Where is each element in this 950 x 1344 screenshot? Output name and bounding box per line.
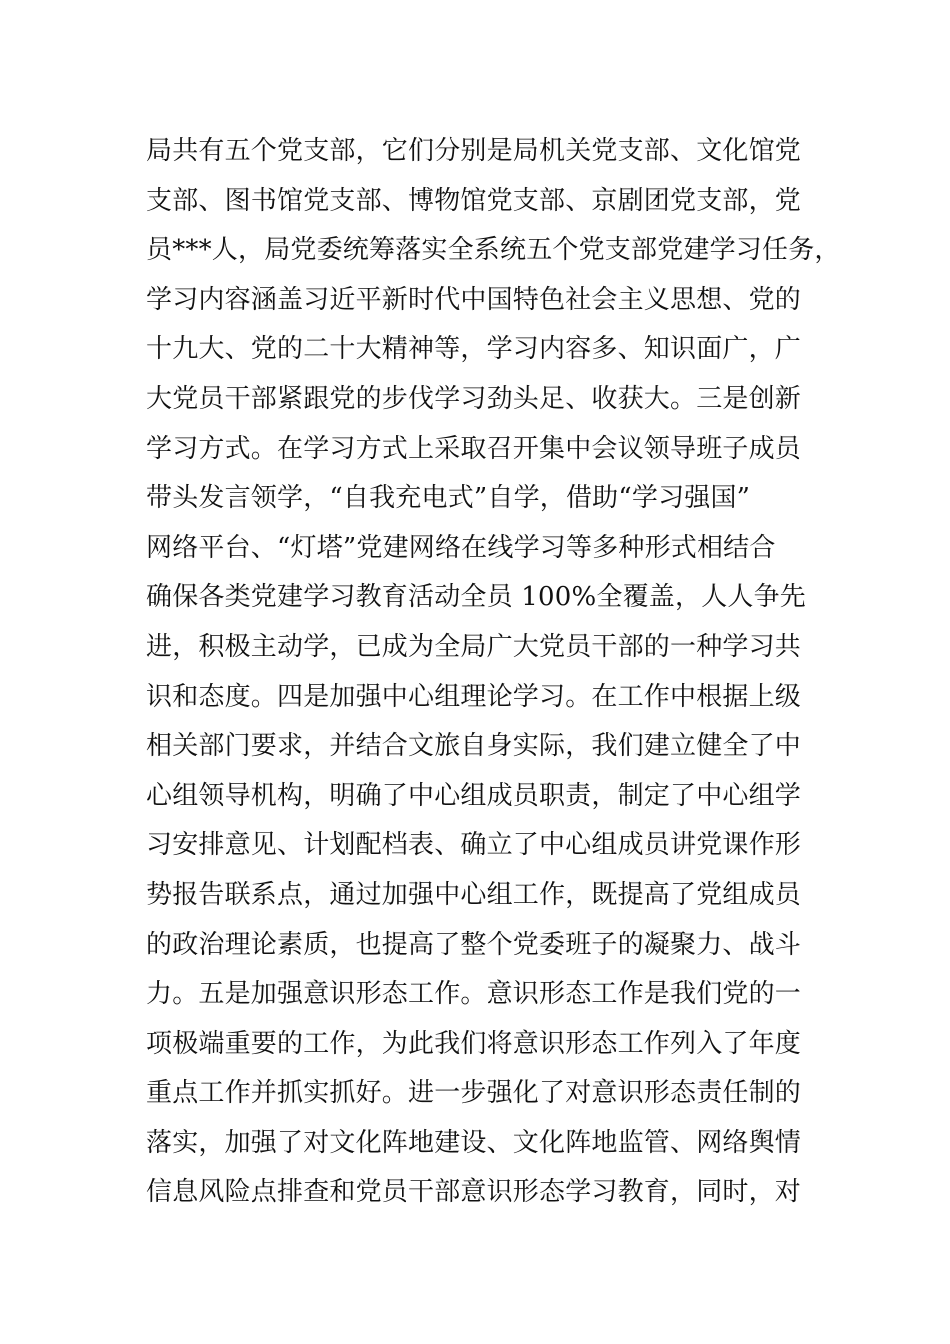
text-line: 信息风险点排查和党员干部意识形态学习教育，同时，对 [146, 1177, 802, 1208]
text-line: 习安排意见、计划配档表、确立了中心组成员讲党课作形 [146, 830, 802, 861]
text-line: 员***人，局党委统筹落实全系统五个党支部党建学习任务， [146, 235, 841, 266]
text-line: 心组领导机构，明确了中心组成员职责，制定了中心组学 [146, 780, 802, 811]
text-line: 项极端重要的工作，为此我们将意识形态工作列入了年度 [146, 1028, 802, 1059]
text-line: 学习方式。在学习方式上采取召开集中会议领导班子成员 [146, 433, 802, 464]
text-line: 带头发言领学，“自我充电式”自学，借助“学习强国” [146, 483, 751, 514]
body-text [146, 127, 841, 1218]
text-line: 网络平台、“灯塔”党建网络在线学习等多种形式相结合 [146, 532, 776, 563]
text-line: 局共有五个党支部，它们分别是局机关党支部、文化馆党 [146, 136, 802, 166]
text-line: 学习内容涵盖习近平新时代中国特色社会主义思想、党的 [146, 284, 802, 315]
text-line: 势报告联系点，通过加强中心组工作，既提高了党组成员 [146, 879, 802, 910]
text-line: 进，积极主动学，已成为全局广大党员干部的一种学习共 [146, 631, 802, 662]
text-line: 十九大、党的二十大精神等，学习内容多、知识面广，广 [146, 334, 802, 365]
text-line: 的政治理论素质，也提高了整个党委班子的凝聚力、战斗 [146, 929, 802, 960]
text-line: 力。五是加强意识形态工作。意识形态工作是我们党的一 [146, 979, 802, 1010]
text-line: 识和态度。四是加强中心组理论学习。在工作中根据上级 [146, 681, 802, 712]
text-line: 确保各类党建学习教育活动全员 100%全覆盖，人人争先 [146, 582, 806, 613]
text-line: 大党员干部紧跟党的步伐学习劲头足、收获大。三是创新 [146, 383, 802, 414]
text-line: 重点工作并抓实抓好。进一步强化了对意识形态责任制的 [146, 1078, 802, 1109]
text-line: 落实，加强了对文化阵地建设、文化阵地监管、网络舆情 [146, 1127, 802, 1158]
text-line: 相关部门要求，并结合文旅自身实际，我们建立健全了中 [146, 731, 802, 762]
text-line: 支部、图书馆党支部、博物馆党支部、京剧团党支部，党 [146, 185, 802, 216]
